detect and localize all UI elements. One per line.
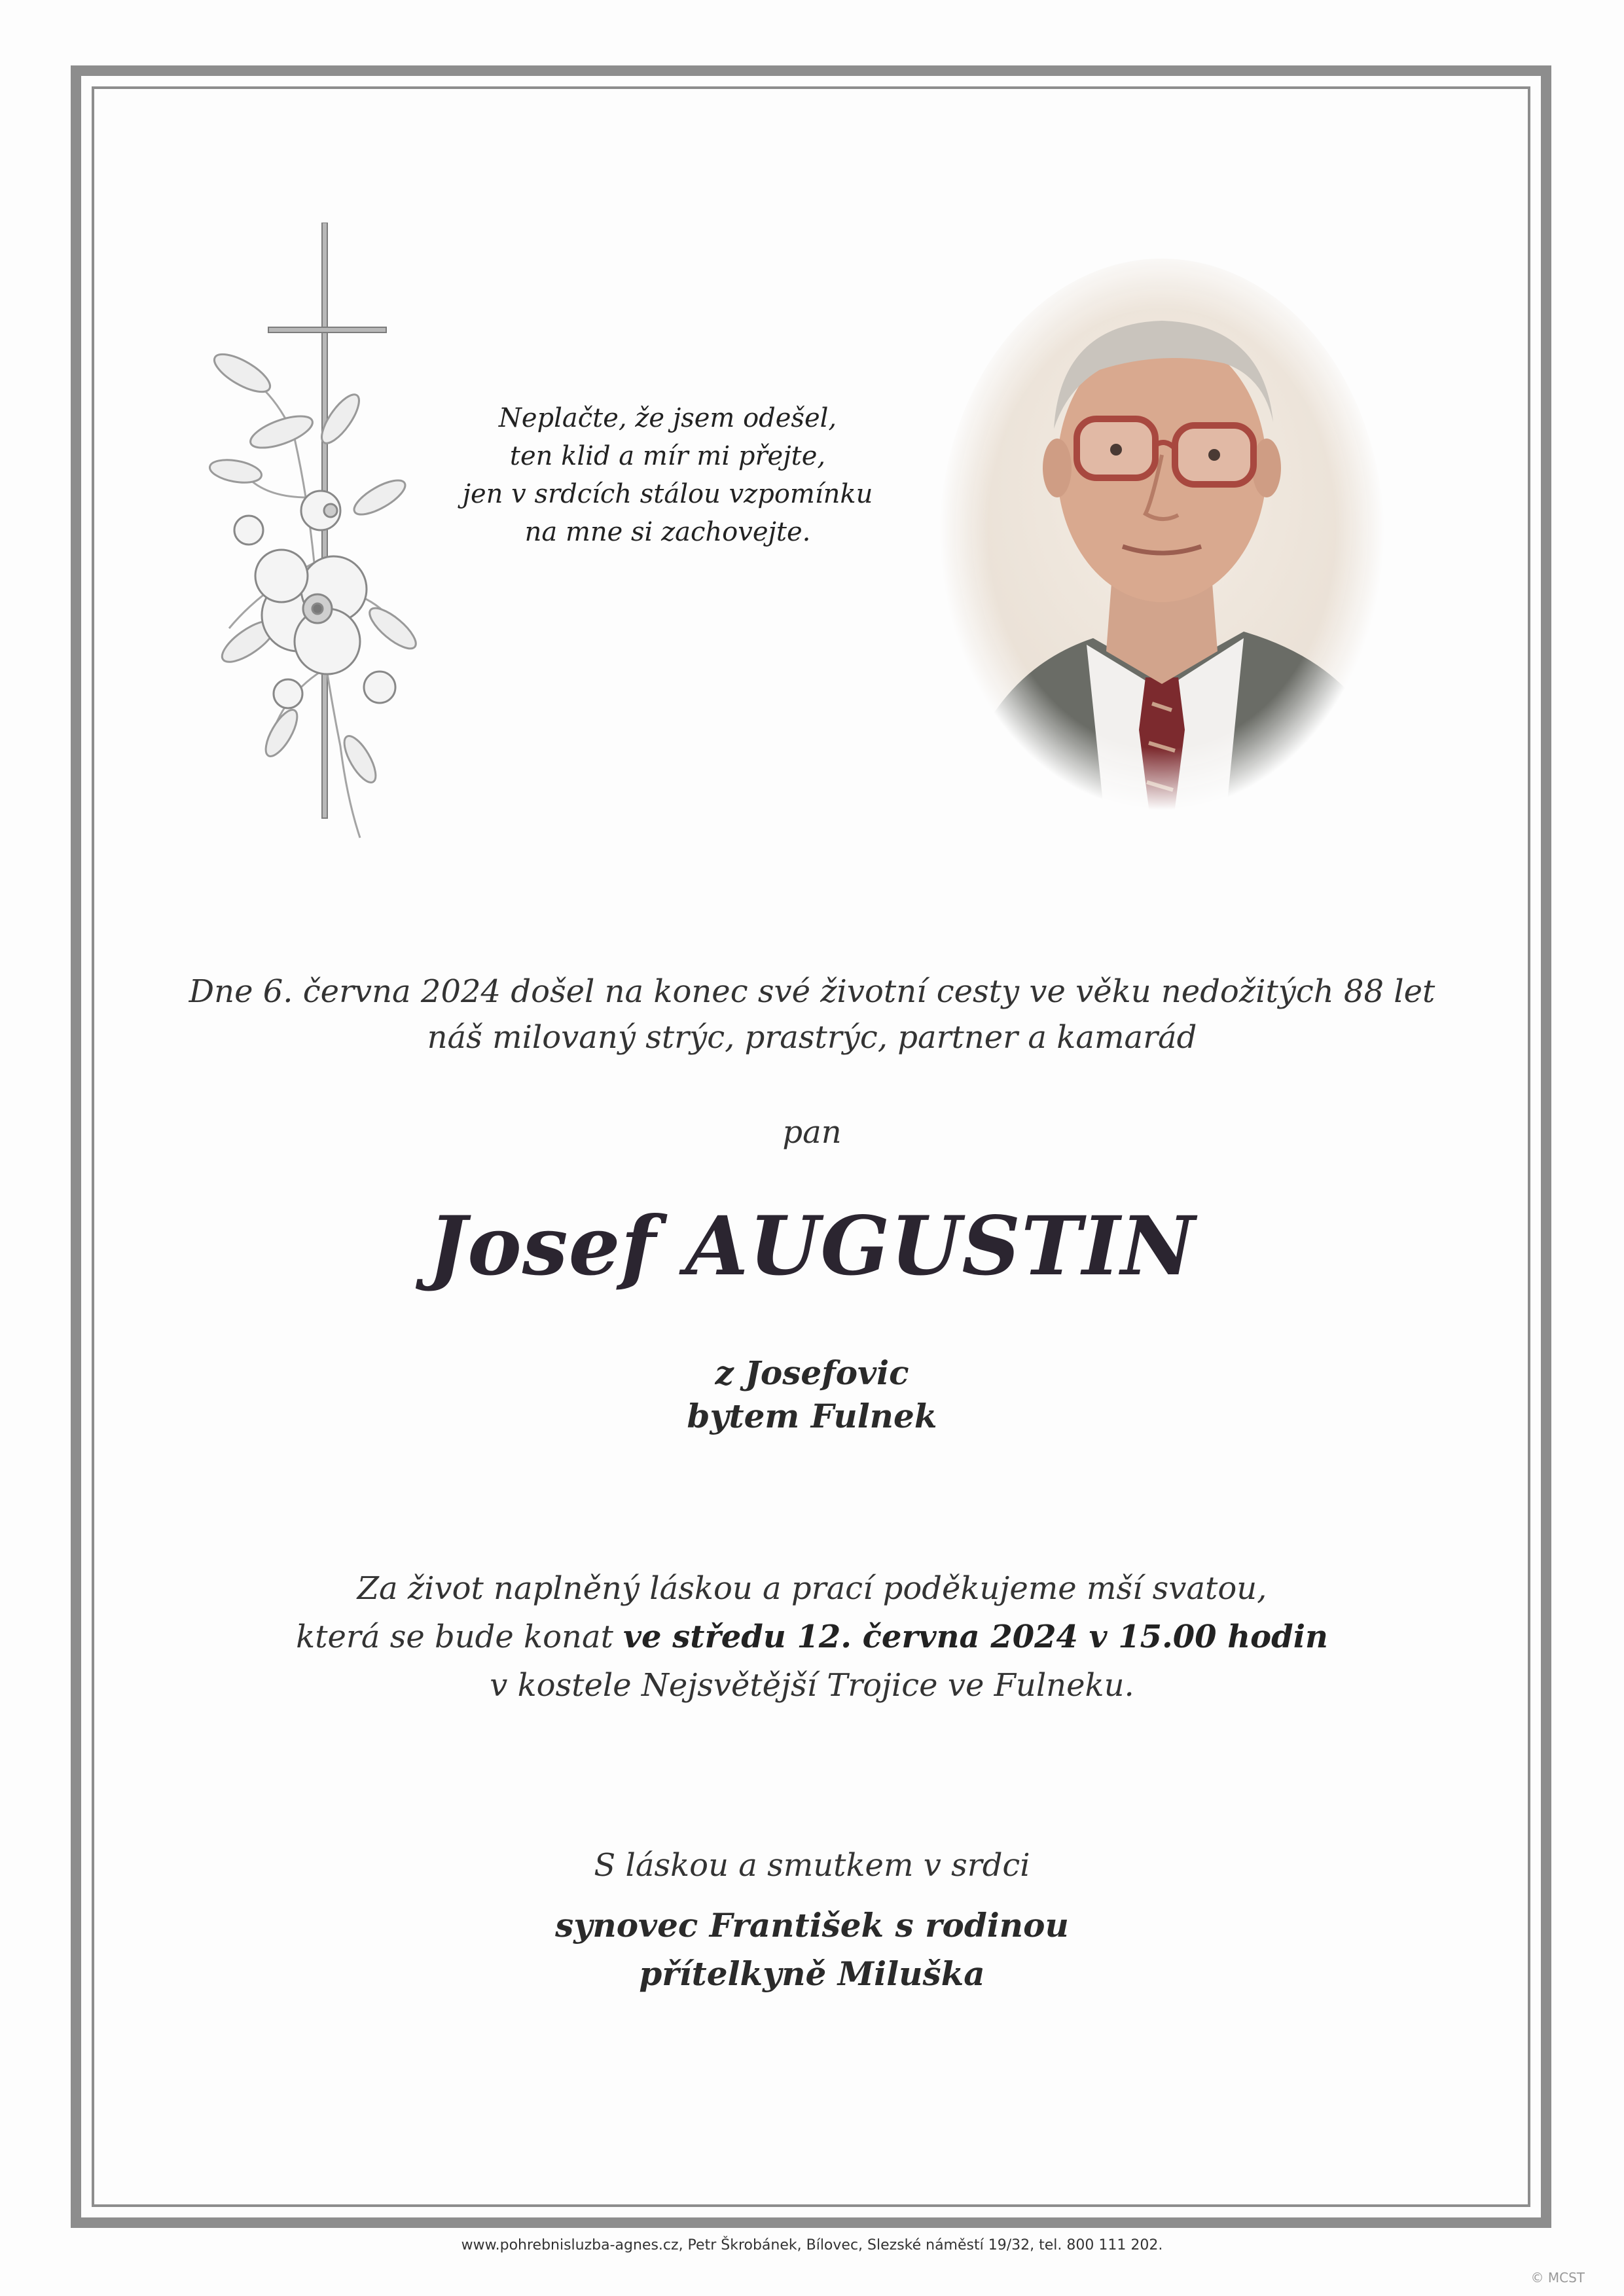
poem-line: Neplačte, že jsem odešel, (498, 403, 837, 433)
mourner-line: přítelkyně Miluška (639, 1954, 985, 1993)
origin-block (0, 1352, 1624, 1438)
ceremony-date: ve středu 12. června 2024 v 15.00 hodin (623, 1619, 1328, 1655)
ceremony-text: která se bude konat (296, 1619, 624, 1655)
portrait-photo (936, 259, 1388, 834)
ceremony-line: v kostele Nejsvětější Trojice ve Fulneku. (490, 1667, 1134, 1704)
mourner-line: synovec František s rodinou (555, 1906, 1069, 1945)
deceased-name: Josef AUGUSTIN (428, 1199, 1196, 1294)
ceremony-info (0, 1564, 1624, 1710)
cross-flower-icon (183, 223, 445, 844)
poem-line: jen v srdcích stálou vzpomínku (462, 479, 873, 509)
watermark: © MCST (1530, 2270, 1585, 2286)
death-announcement (0, 969, 1624, 1060)
title-word: pan (782, 1114, 842, 1151)
announcement-line: náš milovaný strýc, prastrýc, partner a kamarád (427, 1019, 1197, 1056)
mourners-block (0, 1901, 1624, 1998)
ceremony-line: Za život naplněný láskou a prací poděkujeme mší svatou, (357, 1570, 1267, 1607)
closing-phrase: S láskou a smutkem v srdci (594, 1847, 1030, 1884)
footer-contact: www.pohrebnisluzba-agnes.cz, Petr Škrobánek, Bílovec, Slezské náměstí 19/32, tel. 800 111 202. (461, 2237, 1163, 2253)
memorial-poem (419, 399, 916, 551)
residence-line: bytem Fulnek (687, 1397, 937, 1435)
announcement-line: Dne 6. června 2024 došel na konec své životní cesty ve věku nedožitých 88 let (189, 973, 1435, 1010)
origin-line: z Josefovic (715, 1354, 909, 1392)
poem-line: na mne si zachovejte. (524, 517, 811, 547)
ceremony-line (0, 1613, 1624, 1661)
poem-line: ten klid a mír mi přejte, (509, 441, 826, 471)
